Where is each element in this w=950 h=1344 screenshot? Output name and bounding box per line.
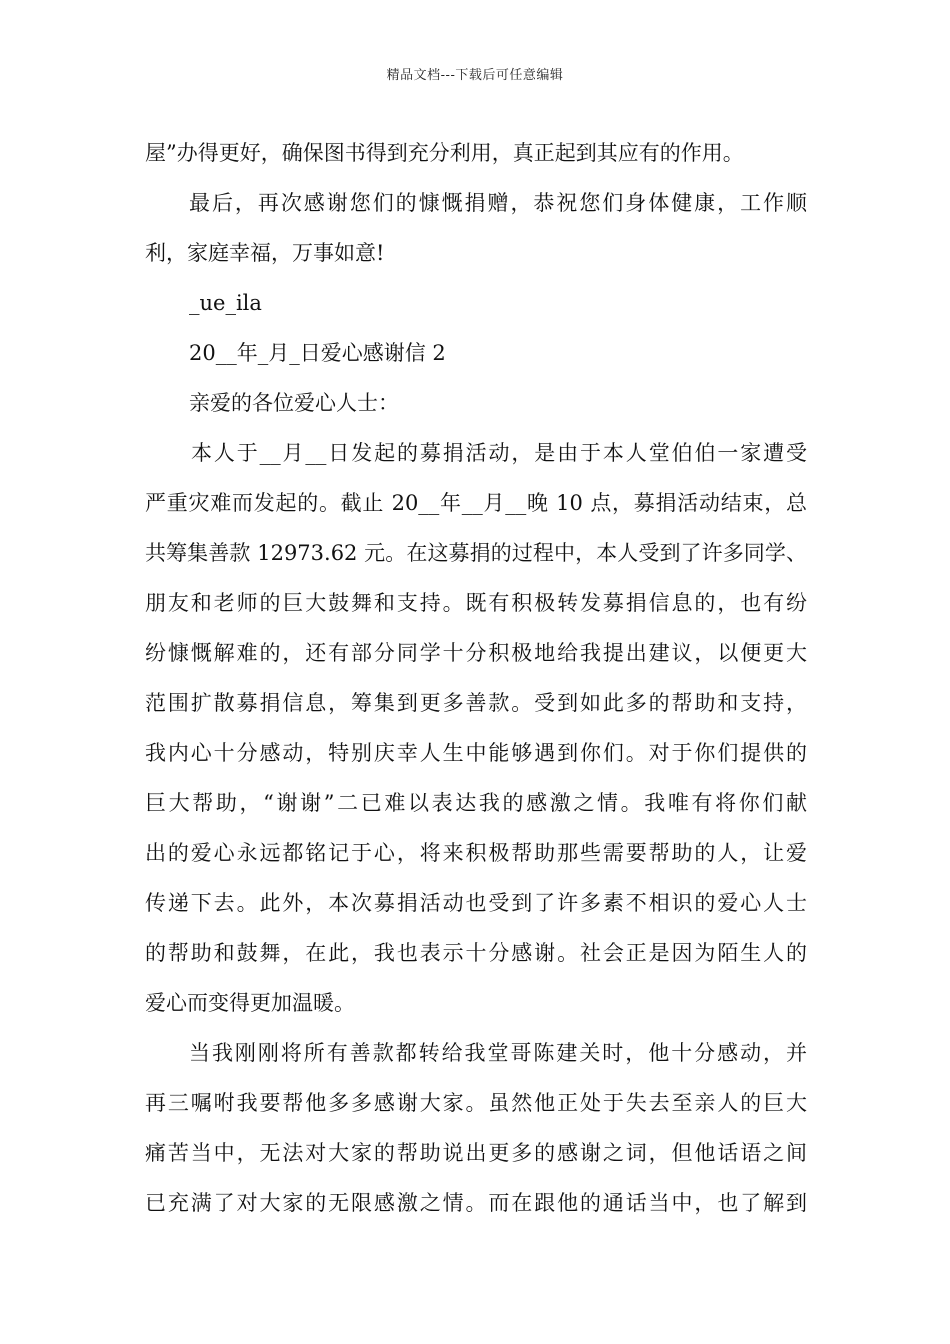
text-line: 纷慷慨解难的，还有部分同学十分积极地给我提出建议，以便更大 [145, 641, 807, 665]
text-line: 屋”办得更好，确保图书得到充分利用，真正起到其应有的作用。 [145, 141, 744, 165]
section-title: 20__年_月_日爱心感谢信 2 [189, 341, 446, 365]
document-body [145, 128, 807, 1228]
text-line: 共筹集善款 12973.62 元。在这募捐的过程中，本人受到了许多同学、 [145, 541, 807, 565]
text-line: 再三嘱咐我要帮他多多感谢大家。虽然他正处于失去至亲人的巨大 [145, 1091, 807, 1115]
page-header: 精品文档---下载后可任意编辑 [386, 68, 564, 83]
salutation: 亲爱的各位爱心人士： [189, 391, 399, 415]
text-line: 爱心而变得更加温暖。 [145, 991, 355, 1015]
text-line: 严重灾难而发起的。截止 20__年__月__晚 10 点，募捐活动结束，总 [145, 491, 807, 515]
text-line: 的帮助和鼓舞，在此，我也表示十分感谢。社会正是因为陌生人的 [145, 941, 807, 965]
text-line: 已充满了对大家的无限感激之情。而在跟他的通话当中，也了解到 [145, 1191, 807, 1215]
text-line: 范围扩散募捐信息，筹集到更多善款。受到如此多的帮助和支持， [145, 691, 807, 715]
text-line: 痛苦当中，无法对大家的帮助说出更多的感谢之词，但他话语之间 [145, 1141, 807, 1165]
text-line: 巨大帮助，“谢谢”二已难以表达我的感激之情。我唯有将你们献 [145, 791, 807, 815]
paragraph-first-line: 最后，再次感谢您们的慷慨捐赠，恭祝您们身体健康，工作顺 [189, 191, 807, 215]
text-line: 传递下去。此外，本次募捐活动也受到了许多素不相识的爱心人士 [145, 891, 807, 915]
text-line: 我内心十分感动，特别庆幸人生中能够遇到你们。对于你们提供的 [145, 741, 807, 765]
text-line: 利，家庭幸福，万事如意! [145, 241, 385, 265]
paragraph-first-line: 本人于__月__日发起的募捐活动，是由于本人堂伯伯一家遭受 [191, 441, 807, 465]
text-line: 出的爱心永远都铭记于心，将来积极帮助那些需要帮助的人，让爱 [145, 841, 807, 865]
text-line: 朋友和老师的巨大鼓舞和支持。既有积极转发募捐信息的，也有纷 [145, 591, 807, 615]
signature-line: _ue_ila [189, 291, 262, 315]
paragraph-first-line: 当我刚刚将所有善款都转给我堂哥陈建关时，他十分感动，并 [189, 1041, 807, 1065]
